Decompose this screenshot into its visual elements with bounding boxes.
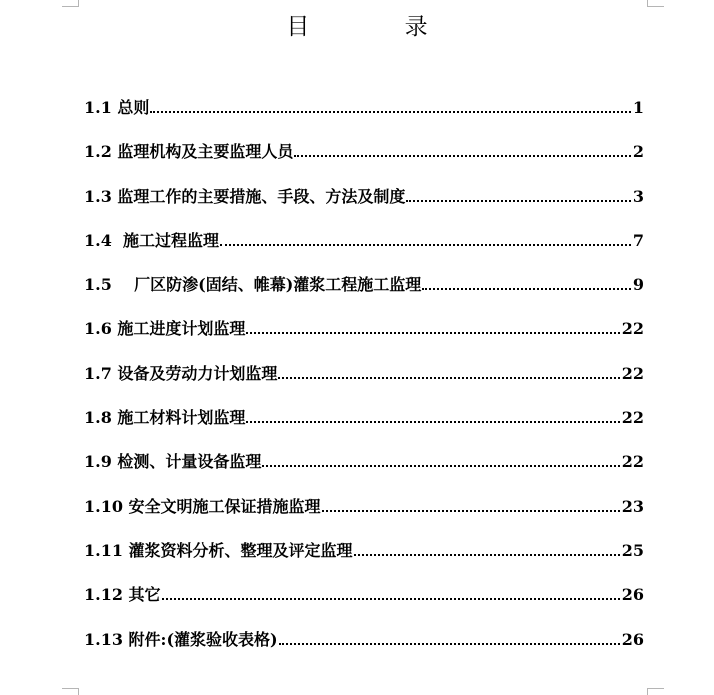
toc-dot-leader [278,377,619,379]
toc-entry-page: 1 [632,98,644,117]
toc-entry-label: 1.3 监理工作的主要措施、手段、方法及制度 [84,186,406,206]
toc-dot-leader [150,111,630,113]
toc-entry[interactable] [84,361,644,405]
toc-dot-leader [354,554,620,556]
toc-entry-label: 1.5 厂区防渗(固结、帷幕)灌浆工程施工监理 [84,275,422,295]
toc-entry[interactable] [84,405,644,449]
toc-entry-page: 22 [621,452,644,472]
toc-entry-page: 23 [621,496,644,516]
toc-entry-label: 1.6 施工进度计划监理 [84,319,246,339]
toc-entry-page: 26 [621,585,644,605]
page-title: 目 录 [286,14,472,40]
toc-dot-leader [262,465,619,467]
page-corner-mark-top-left [62,0,79,7]
toc-entry-label: 1.7 设备及劳动力计划监理 [84,363,278,383]
toc-dot-leader [220,244,631,246]
toc-entry-label: 1.13 附件:(灌浆验收表格) [84,629,278,649]
toc-dot-leader [406,200,630,202]
toc-entry[interactable] [84,494,644,538]
toc-dot-leader [322,510,620,512]
toc-entry[interactable] [84,316,644,360]
toc-entry[interactable] [84,139,644,183]
toc-entry-label: 1.4 施工过程监理 [84,230,219,250]
page-corner-mark-top-right [647,0,664,7]
toc-entry-page: 7 [632,230,644,250]
toc-entry-page: 22 [621,319,644,339]
toc-entry-label: 1.2 监理机构及主要监理人员 [84,142,294,162]
toc-entry-page: 9 [632,275,644,295]
toc-entry-page: 2 [632,142,644,162]
toc-dot-leader [294,155,630,157]
toc-entry-page: 25 [621,540,644,560]
toc-entry-label: 1.11 灌浆资料分析、整理及评定监理 [84,540,353,560]
toc-entry[interactable] [84,272,644,316]
toc-entry-label: 1.9 检测、计量设备监理 [84,452,262,472]
toc-dot-leader [279,643,620,645]
page-corner-mark-bottom-left [62,688,79,695]
toc-entry-page: 22 [621,363,644,383]
toc-entry[interactable] [84,95,644,139]
toc-entry-page: 22 [621,408,644,428]
toc-dot-leader [162,598,620,600]
toc-entry-label: 1.8 施工材料计划监理 [84,408,246,428]
toc-dot-leader [422,288,631,290]
page-corner-mark-bottom-right [647,688,664,695]
toc-entry-label: 1.10 安全文明施工保证措施监理 [84,496,321,516]
toc-dot-leader [246,332,619,334]
toc-entry[interactable] [84,627,644,671]
table-of-contents [84,95,644,671]
toc-entry-page: 3 [632,186,644,206]
toc-entry[interactable] [84,184,644,228]
toc-entry[interactable] [84,582,644,626]
toc-entry-page: 26 [621,629,644,649]
toc-entry[interactable] [84,449,644,493]
toc-dot-leader [246,421,619,423]
toc-entry-label: 1.1 总则 [84,98,150,117]
toc-entry[interactable] [84,228,644,272]
toc-entry-label: 1.12 其它 [84,585,161,605]
toc-entry[interactable] [84,538,644,582]
